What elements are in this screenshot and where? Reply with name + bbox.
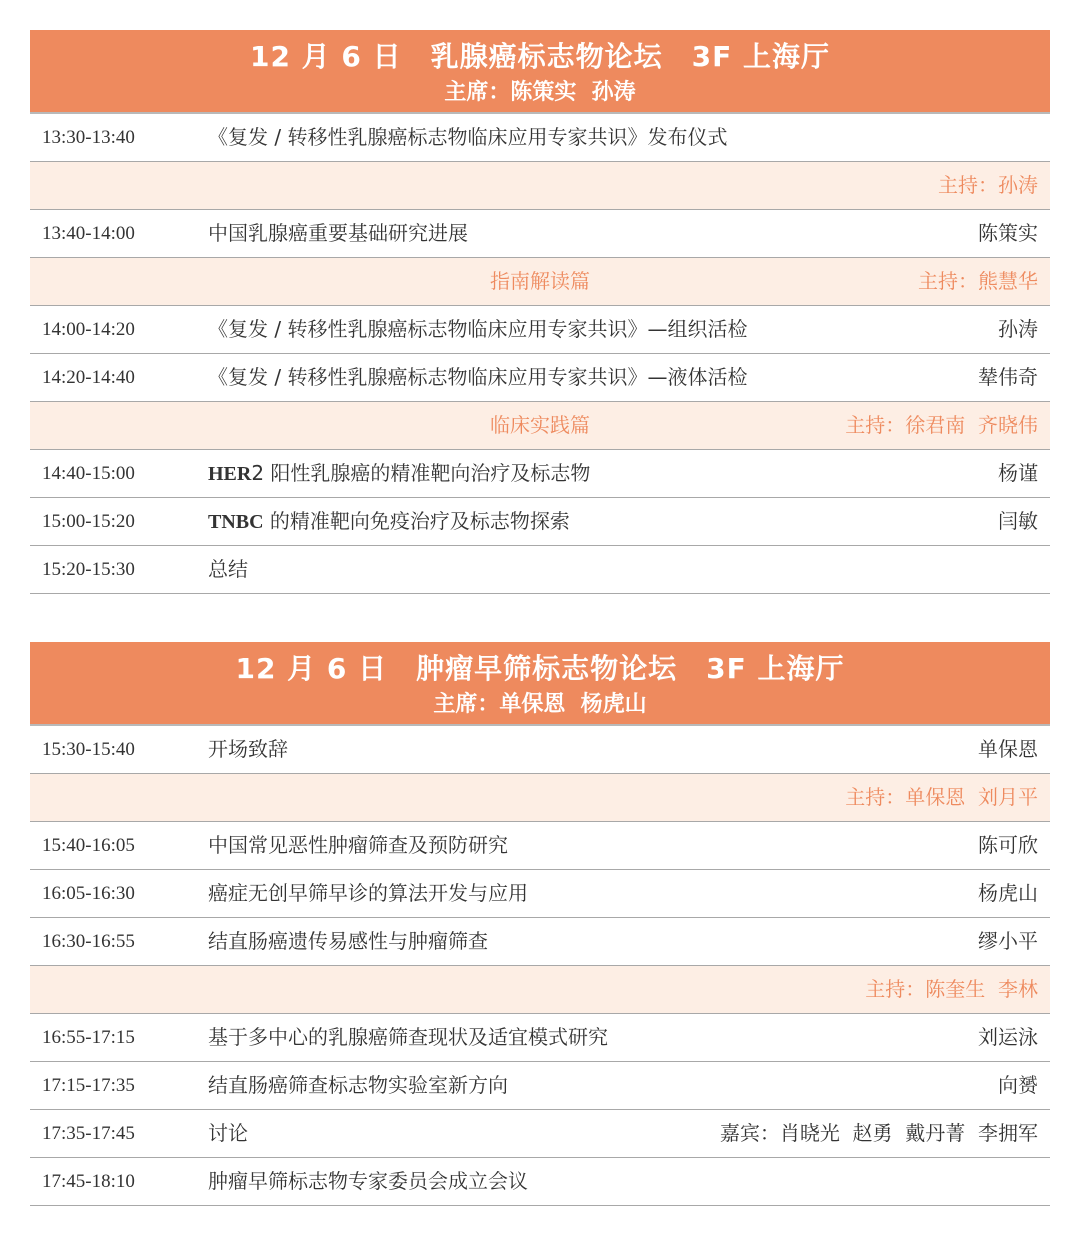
- agenda-row: [30, 1158, 1050, 1206]
- speaker-guests: 嘉宾：肖晓光 赵勇 戴丹菁 李拥军: [719, 1121, 1038, 1145]
- topic: 《复发 / 转移性乳腺癌标志物临床应用专家共识》—组织活检: [208, 317, 748, 341]
- topic: [208, 450, 590, 498]
- topic: 总结: [208, 557, 248, 581]
- forum-title: 12 月 6 日 肿瘤早筛标志物论坛 3F 上海厅: [235, 652, 845, 685]
- topic: 癌症无创早筛早诊的算法开发与应用: [208, 881, 528, 905]
- time-slot: 15:40-16:05: [42, 835, 135, 856]
- speaker: 向赟: [998, 1073, 1038, 1097]
- speaker: 杨虎山: [978, 881, 1038, 905]
- topic: [208, 498, 570, 546]
- session-host: 主持：陈奎生 李林: [865, 977, 1038, 1001]
- time-slot: 15:20-15:30: [42, 559, 135, 580]
- agenda-row: [30, 546, 1050, 594]
- time-slot: 17:35-17:45: [42, 1123, 135, 1144]
- topic-bold: HER: [208, 463, 252, 485]
- agenda-row: [30, 726, 1050, 774]
- speaker: 闫敏: [998, 509, 1038, 533]
- agenda-row: [30, 822, 1050, 870]
- section-title: 指南解读篇: [490, 269, 590, 293]
- forum-early-screening: [30, 642, 1050, 1206]
- topic: 开场致辞: [208, 737, 288, 761]
- speaker: 缪小平: [978, 929, 1038, 953]
- speaker: 辇伟奇: [978, 365, 1038, 389]
- time-slot: 16:55-17:15: [42, 1027, 135, 1048]
- time-slot: 13:30-13:40: [42, 127, 135, 148]
- topic: 结直肠癌筛查标志物实验室新方向: [208, 1073, 508, 1097]
- agenda-row: [30, 306, 1050, 354]
- session-host: 主持：徐君南 齐晓伟: [845, 413, 1038, 437]
- agenda-row: [30, 354, 1050, 402]
- session-row: [30, 966, 1050, 1014]
- forum-header: [30, 642, 1050, 726]
- session-row: [30, 402, 1050, 450]
- speaker: 刘运泳: [978, 1025, 1038, 1049]
- agenda-row: [30, 870, 1050, 918]
- agenda-row: [30, 1014, 1050, 1062]
- speaker: 单保恩: [978, 737, 1038, 761]
- time-slot: 14:20-14:40: [42, 367, 135, 388]
- time-slot: 17:15-17:35: [42, 1075, 135, 1096]
- topic-bold: TNBC: [208, 511, 264, 533]
- time-slot: 15:00-15:20: [42, 511, 135, 532]
- agenda-row: [30, 450, 1050, 498]
- time-slot: 17:45-18:10: [42, 1171, 135, 1192]
- topic-rest: 的精准靶向免疫治疗及标志物探索: [263, 509, 570, 533]
- agenda-row: [30, 498, 1050, 546]
- agenda-row: [30, 1062, 1050, 1110]
- time-slot: 15:30-15:40: [42, 739, 135, 760]
- topic: 中国乳腺癌重要基础研究进展: [208, 221, 468, 245]
- forum-header: [30, 30, 1050, 114]
- agenda-row: [30, 114, 1050, 162]
- agenda-row: [30, 1110, 1050, 1158]
- session-row: [30, 162, 1050, 210]
- forum-chair: 主席：单保恩 杨虎山: [433, 692, 647, 717]
- session-host: 主持：单保恩 刘月平: [845, 785, 1038, 809]
- section-title: 临床实践篇: [490, 413, 590, 437]
- session-row: [30, 774, 1050, 822]
- forum-chair: 主席：陈策实 孙涛: [444, 80, 636, 105]
- forum-breast-cancer: [30, 30, 1050, 594]
- topic-rest: 2 阳性乳腺癌的精准靶向治疗及标志物: [251, 461, 591, 485]
- speaker: 杨谨: [998, 461, 1038, 485]
- topic: 基于多中心的乳腺癌筛查现状及适宜模式研究: [208, 1025, 608, 1049]
- time-slot: 16:30-16:55: [42, 931, 135, 952]
- session-host: 主持：孙涛: [938, 173, 1038, 197]
- speaker: 孙涛: [998, 317, 1038, 341]
- topic: 讨论: [208, 1121, 248, 1145]
- topic: 《复发 / 转移性乳腺癌标志物临床应用专家共识》—液体活检: [208, 365, 748, 389]
- speaker: 陈策实: [978, 221, 1038, 245]
- time-slot: 14:40-15:00: [42, 463, 135, 484]
- forum-title: 12 月 6 日 乳腺癌标志物论坛 3F 上海厅: [249, 40, 831, 73]
- agenda-row: [30, 210, 1050, 258]
- topic: 《复发 / 转移性乳腺癌标志物临床应用专家共识》发布仪式: [208, 125, 728, 149]
- time-slot: 16:05-16:30: [42, 883, 135, 904]
- topic: 中国常见恶性肿瘤筛查及预防研究: [208, 833, 508, 857]
- topic: 结直肠癌遗传易感性与肿瘤筛查: [208, 929, 488, 953]
- topic: 肿瘤早筛标志物专家委员会成立会议: [208, 1169, 528, 1193]
- session-row: [30, 258, 1050, 306]
- speaker: 陈可欣: [978, 833, 1038, 857]
- time-slot: 13:40-14:00: [42, 223, 135, 244]
- session-host: 主持：熊慧华: [918, 269, 1038, 293]
- agenda-row: [30, 918, 1050, 966]
- time-slot: 14:00-14:20: [42, 319, 135, 340]
